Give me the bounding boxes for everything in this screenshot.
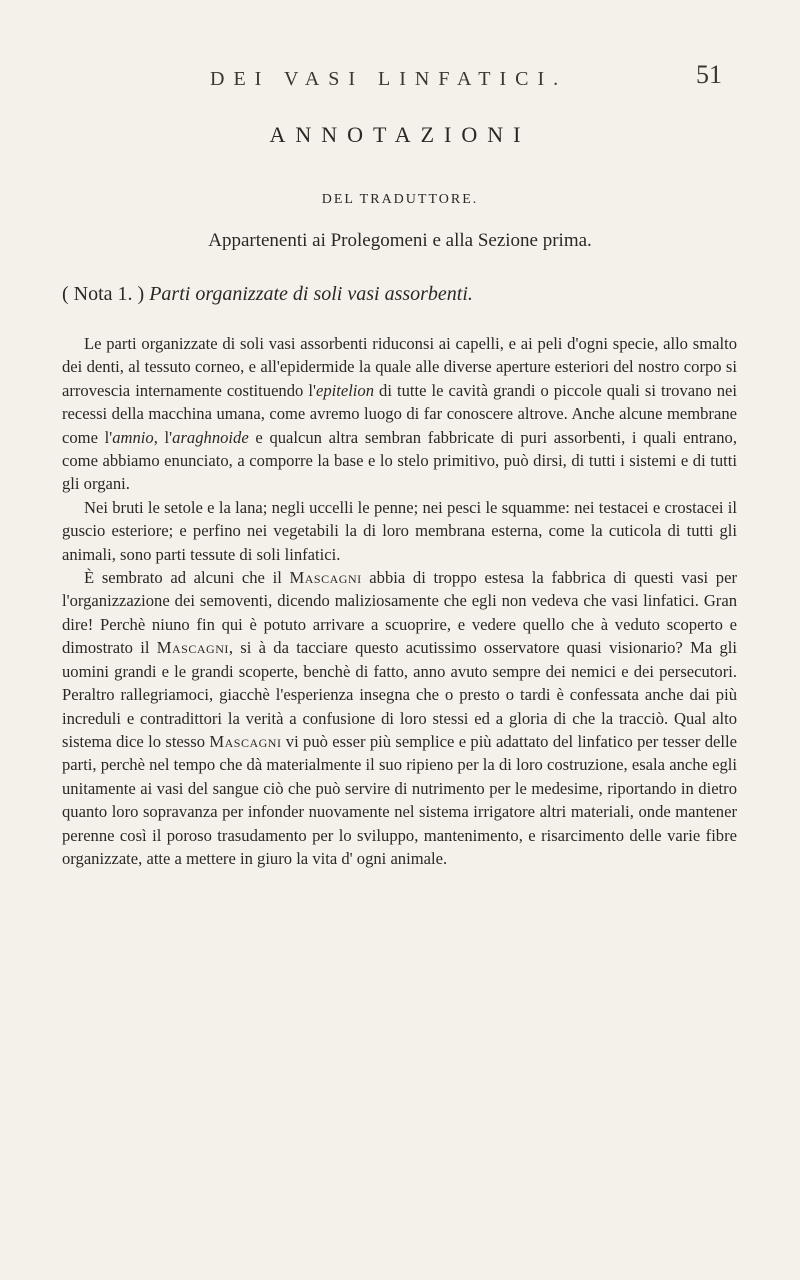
paragraph-1-segment: , l' <box>153 427 173 447</box>
paragraph-1 <box>62 332 737 496</box>
note-label: ( Nota 1. ) <box>62 283 145 305</box>
page-number: 51 <box>696 60 722 89</box>
paragraph-3-segment: vi può esser più semplice e più adattato del linfatico per tesser delle parti, perchè nel tempo che dà materialmente il suo ripieno per la di loro costruzione, esala anche egli unitamente ai vasi del sangue ciò che può servire di nutrimento per le medesime, riportando in dietro quanto loro sopravanza per infonder nuovamente nel sistema irrigatore altri materiali, onde mantener perenne così il poroso trasudamento per lo sviluppo, mantenimento, e risarcimento delle varie fibre organizzate, atte a mettere in giuro la vita d' ogni animale. <box>62 731 737 868</box>
note-title: Parti organizzate di soli vasi assorbenti. <box>149 283 473 305</box>
author-name: Mascagni <box>209 731 282 751</box>
paragraph-3-segment: abbia di troppo estesa la fabbrica di questi vasi per l'organizzazione dei semoventi, dicendo maliziosamente che egli non vedeva che vasi linfatici. Gran dire! Perchè niuno fin qui è potuto arrivare a scuoprire, e vedere quello che à veduto scoperto e dimostrato il <box>62 568 737 658</box>
paragraph-1-segment: e qualcun altra sembran fabbricate di puri assorbenti, i quali entrano, come abbiamo enunciato, a comporre la base e lo stelo primitivo, può dirsi, di tutti i sistemi e di tutti gli organi. <box>62 427 737 494</box>
body-text <box>62 332 737 870</box>
page-title: ANNOTAZIONI <box>269 122 531 147</box>
note-heading <box>62 283 473 306</box>
running-head: DEI VASI LINFATICI. <box>210 68 568 90</box>
paragraph-3-segment: È sembrato ad alcuni che il <box>84 568 290 588</box>
paragraph-2: Nei bruti le setole e la lana; negli uccelli le penne; nei pesci le squamme: nei testacei e crostacei il guscio esteriore; e perfino nei vegetabili la di loro membrana esterna, come la cuticola di tutti gli animali, sono parti tessute di soli linfatici. <box>62 497 737 564</box>
paragraph-3-segment: , si à da tacciare questo acutissimo osservatore quasi visionario? Ma gli uomini grandi e le grandi scoperte, benchè di fatto, anno avuto sempre dei nemici e dei persecutori. Peraltro rallegriamoci, giacchè l'esperienza insegna che o presto o tardi è confessata anche dai più increduli e contradittori la verità a confusione di loro stessi ed a gloria di che la tracciò. Qual alto sistema dice lo stesso <box>62 638 737 751</box>
section-heading: Appartenenti ai Prolegomeni e alla Sezione prima. <box>208 230 592 251</box>
term-amnio: amnio <box>112 427 154 447</box>
page-subtitle: DEL TRADUTTORE. <box>321 192 479 207</box>
term-araghnoide: araghnoide <box>172 427 249 447</box>
paragraph-3 <box>62 566 737 870</box>
paragraph-1-segment: Le parti organizzate di soli vasi assorbenti riduconsi ai capelli, e ai peli d'ogni specie, allo smalto dei denti, al tessuto corneo, e all'epidermide la quale alle diverse aperture esteriori del nostro corpo si arrovescia internamente costituendo l' <box>62 334 737 400</box>
author-name: Mascagni <box>156 638 229 658</box>
author-name: Mascagni <box>289 568 362 588</box>
term-epitelion: epitelion <box>315 380 375 400</box>
paragraph-1-segment: di tutte le cavità grandi o piccole quali si trovano nei recessi della macchina umana, come avremo luogo di far conoscere altrove. Anche alcune membrane come l' <box>62 380 737 447</box>
